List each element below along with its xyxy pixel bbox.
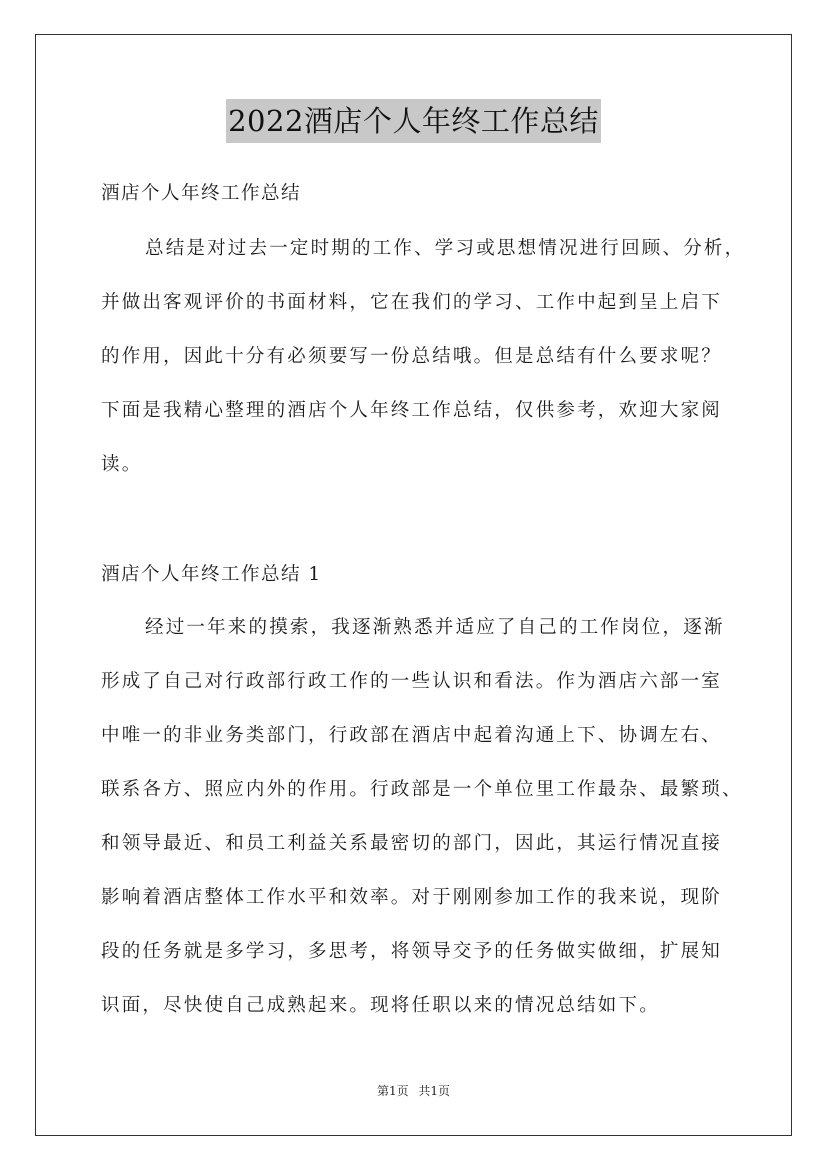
section-line: 和领导最近、和员工利益关系最密切的部门，因此，其运行情况直接 — [101, 833, 723, 854]
intro-line: 的作用，因此十分有必须要写一份总结哦。但是总结有什么要求呢？ — [101, 346, 723, 367]
document-title: 2022酒店个人年终工作总结 — [226, 99, 601, 143]
intro-line: 读。 — [101, 454, 143, 475]
intro-line: 总结是对过去一定时期的工作、学习或思想情况进行回顾、分析， — [145, 238, 746, 259]
page-total: 共1页 — [418, 1084, 451, 1098]
section-line: 影响着酒店整体工作水平和效率。对于刚刚参加工作的我来说，现阶 — [101, 887, 723, 908]
section-line: 联系各方、照应内外的作用。行政部是一个单位里工作最杂、最繁琐、 — [101, 779, 743, 800]
document-heading: 酒店个人年终工作总结 — [101, 183, 302, 204]
page-number: 第1页 — [376, 1084, 409, 1098]
section-heading: 酒店个人年终工作总结 1 — [101, 564, 322, 585]
intro-line: 并做出客观评价的书面材料，它在我们的学习、工作中起到呈上启下 — [101, 292, 723, 313]
title-container — [0, 99, 827, 143]
page-footer — [0, 1082, 827, 1099]
section-line: 经过一年来的摸索，我逐渐熟悉并适应了自己的工作岗位，逐渐 — [145, 617, 725, 638]
section-line: 识面，尽快使自己成熟起来。现将任职以来的情况总结如下。 — [101, 995, 660, 1016]
section-line: 段的任务就是多学习，多思考，将领导交予的任务做实做细，扩展知 — [101, 941, 723, 962]
section-line: 形成了自己对行政部行政工作的一些认识和看法。作为酒店六部一室 — [101, 671, 723, 692]
intro-line: 下面是我精心整理的酒店个人年终工作总结，仅供参考，欢迎大家阅 — [101, 400, 723, 421]
section-line: 中唯一的非业务类部门，行政部在酒店中起着沟通上下、协调左右、 — [101, 725, 723, 746]
